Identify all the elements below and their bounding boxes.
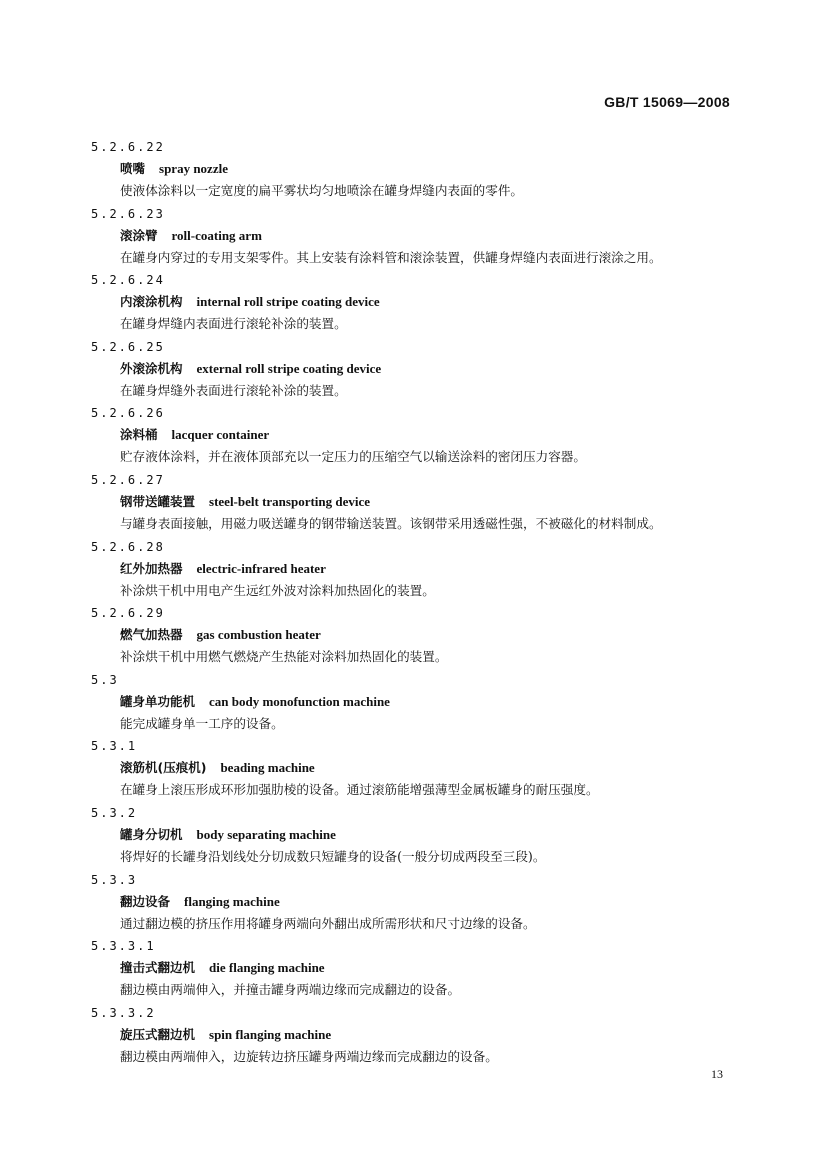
term-zh: 喷嘴 xyxy=(120,161,146,176)
definition: 通过翻边模的挤压作用将罐身两端向外翻出成所需形状和尺寸边缘的设备。 xyxy=(120,915,536,931)
clause-number: 5.2.6.25 xyxy=(91,339,165,354)
term-zh: 滚涂臂 xyxy=(120,227,158,243)
term-en: flanging machine xyxy=(184,893,280,909)
definition: 在罐身上滚压形成环形加强肋棱的设备。通过滚筋能增强薄型金属板罐身的耐压强度。 xyxy=(120,782,599,798)
term-en: beading machine xyxy=(220,760,315,776)
entry-5-2-6-27 xyxy=(91,469,741,536)
entry-5-3-3 xyxy=(91,869,741,936)
definition: 翻边模由两端伸入，并撞击罐身两端边缘而完成翻边的设备。 xyxy=(120,982,461,998)
definition: 补涂烘干机中用电产生远红外波对涂料加热固化的装置。 xyxy=(120,582,435,598)
definition: 在罐身焊缝外表面进行滚轮补涂的装置。 xyxy=(120,382,347,398)
definition: 翻边模由两端伸入，边旋转边挤压罐身两端边缘而完成翻边的设备。 xyxy=(120,1048,498,1064)
term-zh: 罐身单功能机 xyxy=(120,693,196,709)
clause-number: 5.3.3.2 xyxy=(91,1005,156,1020)
term-zh: 翻边设备 xyxy=(120,893,171,909)
term-zh: 旋压式翻边机 xyxy=(120,1026,196,1042)
term xyxy=(91,225,741,247)
term xyxy=(91,957,741,979)
definition: 与罐身表面接触，用磁力吸送罐身的钢带输送装置。该钢带采用透磁性强，不被磁化的材料制成。 xyxy=(120,515,662,531)
definition: 使液体涂料以一定宽度的扁平雾状均匀地喷涂在罐身焊缝内表面的零件。 xyxy=(120,183,523,198)
entry-5-3-2 xyxy=(91,802,741,869)
term-zh: 红外加热器 xyxy=(120,560,183,576)
clause-number: 5.2.6.26 xyxy=(91,406,165,421)
entry-5-2-6-26 xyxy=(91,402,741,469)
term-en: internal roll stripe coating device xyxy=(196,294,380,310)
page-number: 13 xyxy=(711,1067,723,1081)
entry-5-2-6-25 xyxy=(91,336,741,403)
clause-number: 5.2.6.24 xyxy=(91,273,165,288)
term-zh: 涂料桶 xyxy=(120,427,158,443)
entry-5-2-6-29 xyxy=(91,602,741,669)
entry-5-3-3-1 xyxy=(91,935,741,1002)
definition: 能完成罐身单一工序的设备。 xyxy=(120,715,284,731)
definition: 在罐身内穿过的专用支架零件。其上安装有涂料管和滚涂装置，供罐身焊缝内表面进行滚涂之用。 xyxy=(120,249,662,265)
term-zh: 撞击式翻边机 xyxy=(120,960,196,976)
clause-number: 5.2.6.28 xyxy=(91,539,165,554)
term xyxy=(91,691,741,713)
term xyxy=(91,158,741,180)
clause-number: 5.3.3.1 xyxy=(91,939,156,954)
term xyxy=(91,891,741,913)
term-en: electric-infrared heater xyxy=(196,560,326,576)
definition: 将焊好的长罐身沿划线处分切成数只短罐身的设备(一般分切成两段至三段)。 xyxy=(120,848,546,864)
clause-number: 5.3.1 xyxy=(91,739,138,754)
term-en: roll-coating arm xyxy=(171,227,262,243)
term-zh: 钢带送罐装置 xyxy=(120,493,196,509)
clause-number: 5.3 xyxy=(91,672,119,687)
term-en: steel-belt transporting device xyxy=(209,493,371,509)
term-zh: 外滚涂机构 xyxy=(120,360,183,376)
term xyxy=(91,558,741,580)
term xyxy=(91,624,741,646)
clause-number: 5.3.3 xyxy=(91,872,138,887)
term-en: external roll stripe coating device xyxy=(196,360,382,376)
clause-number: 5.2.6.29 xyxy=(91,606,165,621)
term-zh: 滚筋机(压痕机) xyxy=(120,760,207,776)
clause-number: 5.2.6.27 xyxy=(91,472,165,487)
entry-5-2-6-23 xyxy=(91,203,741,270)
term xyxy=(91,424,741,446)
entry-5-3-1 xyxy=(91,735,741,802)
term-en: lacquer container xyxy=(171,427,270,443)
clause-number: 5.2.6.23 xyxy=(91,206,165,221)
definition: 补涂烘干机中用燃气燃烧产生热能对涂料加热固化的装置。 xyxy=(120,649,448,665)
term-en: die flanging machine xyxy=(209,960,325,976)
term xyxy=(91,491,741,513)
definition: 在罐身焊缝内表面进行滚轮补涂的装置。 xyxy=(120,316,347,332)
term-zh: 罐身分切机 xyxy=(120,826,183,842)
entry-5-3 xyxy=(91,669,741,736)
term xyxy=(91,1024,741,1046)
clause-number: 5.2.6.22 xyxy=(91,140,165,154)
term-en: spin flanging machine xyxy=(209,1026,332,1042)
term-zh: 燃气加热器 xyxy=(120,627,183,643)
term-zh: 内滚涂机构 xyxy=(120,294,183,310)
entry-5-2-6-24 xyxy=(91,269,741,336)
entry-5-3-3-2 xyxy=(91,1002,741,1069)
term xyxy=(91,824,741,846)
term-en: body separating machine xyxy=(196,826,336,842)
term xyxy=(91,757,741,779)
clause-number: 5.3.2 xyxy=(91,805,138,820)
term-en: spray nozzle xyxy=(159,161,228,176)
term xyxy=(91,291,741,313)
term-en: can body monofunction machine xyxy=(209,693,390,709)
entry-5-2-6-22 xyxy=(91,136,741,203)
entry-5-2-6-28 xyxy=(91,536,741,603)
term-en: gas combustion heater xyxy=(196,627,321,643)
term xyxy=(91,358,741,380)
standard-code: GB/T 15069—2008 xyxy=(604,94,730,110)
definition: 贮存液体涂料，并在液体顶部充以一定压力的压缩空气以输送涂料的密闭压力容器。 xyxy=(120,449,586,465)
document-body xyxy=(91,136,741,1068)
